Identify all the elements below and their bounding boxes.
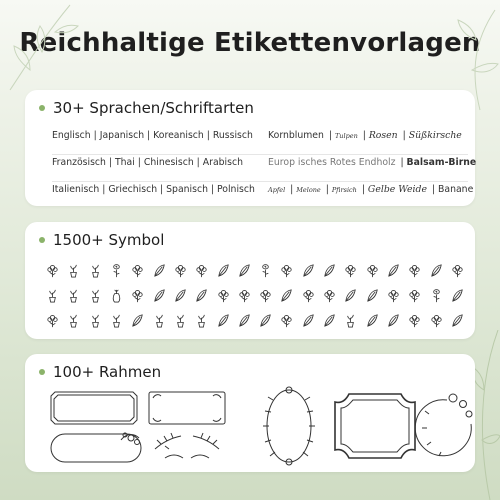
bullet-dot-icon [39, 105, 45, 111]
font-sample: Banane [438, 184, 474, 195]
floral-pill-frame-icon [51, 433, 141, 462]
separator: | [428, 184, 439, 195]
leaf-icon [429, 263, 444, 278]
language-row: Italienisch | Griechisch | Spanisch | Polnisch [52, 184, 255, 195]
symbols-heading: 1500+ Symbol [39, 231, 164, 249]
leaf-icon [152, 288, 167, 303]
font-sample-row [268, 182, 474, 209]
leaf-icon [322, 313, 337, 328]
font-sample: Süßkirsche [408, 130, 462, 141]
leaf-icon [130, 313, 145, 328]
language-list [52, 128, 272, 209]
flower-icon [407, 313, 422, 328]
font-sample-row [268, 128, 468, 155]
potted-plant-icon [343, 313, 358, 328]
symbol-row [45, 308, 465, 333]
floral-wreath-frame-icon [415, 394, 472, 456]
leaf-icon [173, 288, 188, 303]
font-sample-list [268, 128, 477, 209]
language-row: Englisch | Japanisch | Koreanisch | Russisch [52, 128, 272, 155]
leaf-icon [343, 288, 358, 303]
leaf-icon [301, 263, 316, 278]
font-sample: Apfel [268, 186, 286, 194]
leaf-icon [365, 288, 380, 303]
leaf-icon [194, 288, 209, 303]
page-title: Reichhaltige Etikettenvorlagen [19, 28, 481, 58]
flower-icon [237, 288, 252, 303]
separator: | [325, 130, 335, 141]
font-sample: Rosen [368, 130, 398, 141]
symbol-row [45, 258, 465, 283]
symbol-row [45, 283, 465, 308]
flower-icon [407, 263, 422, 278]
vase-icon [109, 288, 124, 303]
font-sample: Gelbe Weide [367, 184, 427, 195]
leaf-icon [386, 313, 401, 328]
symbol-grid [45, 258, 465, 333]
flower-icon [258, 288, 273, 303]
floral-oval-frame-icon [263, 387, 315, 465]
potted-plant-icon [194, 313, 209, 328]
potted-plant-icon [66, 313, 81, 328]
potted-plant-icon [152, 313, 167, 328]
flower-icon [301, 288, 316, 303]
separator: | [322, 184, 332, 195]
leaf-icon [386, 263, 401, 278]
flower-icon [343, 263, 358, 278]
font-sample: Europ isches Rotes Endholz [268, 157, 396, 168]
potted-plant-icon [66, 263, 81, 278]
separator: | [359, 130, 369, 141]
symbols-card [25, 222, 475, 339]
separator: | [287, 184, 297, 195]
separator: | [397, 157, 407, 168]
flower-icon [130, 288, 145, 303]
leaf-icon [237, 263, 252, 278]
flower-icon [407, 288, 422, 303]
flower-icon [429, 313, 444, 328]
potted-plant-icon [173, 313, 188, 328]
separator: | [358, 184, 368, 195]
flower-icon [322, 288, 337, 303]
potted-plant-icon [66, 288, 81, 303]
potted-plant-icon [109, 313, 124, 328]
font-sample: Melone [296, 186, 321, 194]
leaf-branches-frame-icon [155, 433, 219, 458]
flower-icon [365, 263, 380, 278]
notched-rectangle-frame-icon [51, 392, 137, 424]
languages-card [25, 90, 475, 206]
frame-samples [25, 354, 475, 472]
frames-card [25, 354, 475, 472]
leaf-icon [450, 288, 465, 303]
leaf-icon [237, 313, 252, 328]
flower-icon [45, 313, 60, 328]
ornate-badge-frame-icon [335, 394, 415, 458]
flower-icon [279, 313, 294, 328]
leaf-icon [301, 313, 316, 328]
leaf-branch-decoration-icon [0, 0, 120, 95]
flower-icon [173, 263, 188, 278]
font-sample-row [268, 155, 477, 182]
languages-heading: 30+ Sprachen/Schriftarten [39, 99, 254, 117]
leaf-icon [365, 313, 380, 328]
rose-icon [258, 263, 273, 278]
font-sample: Pfirsich [331, 186, 357, 194]
leaf-icon [216, 313, 231, 328]
rose-icon [109, 263, 124, 278]
bullet-dot-icon [39, 237, 45, 243]
leaf-icon [279, 288, 294, 303]
leaf-icon [152, 263, 167, 278]
flower-icon [130, 263, 145, 278]
separator: | [399, 130, 409, 141]
language-row: Französisch | Thai | Chinesisch | Arabisch [52, 155, 272, 182]
flower-icon [45, 263, 60, 278]
flower-icon [216, 288, 231, 303]
flower-icon [386, 288, 401, 303]
leaf-icon [322, 263, 337, 278]
potted-plant-icon [45, 288, 60, 303]
frames-heading: 100+ Rahmen [39, 363, 161, 381]
rose-icon [429, 288, 444, 303]
leaf-icon [258, 313, 273, 328]
flower-icon [194, 263, 209, 278]
font-sample: Balsam-Birne [406, 157, 477, 168]
leaf-icon [450, 313, 465, 328]
potted-plant-icon [88, 313, 103, 328]
leaf-icon [216, 263, 231, 278]
ornamental-rectangle-frame-icon [149, 392, 225, 424]
potted-plant-icon [88, 288, 103, 303]
flower-icon [279, 263, 294, 278]
flower-icon [450, 263, 465, 278]
font-sample: Kornblumen [268, 130, 324, 141]
potted-plant-icon [88, 263, 103, 278]
font-sample: Tulpen [334, 132, 358, 140]
